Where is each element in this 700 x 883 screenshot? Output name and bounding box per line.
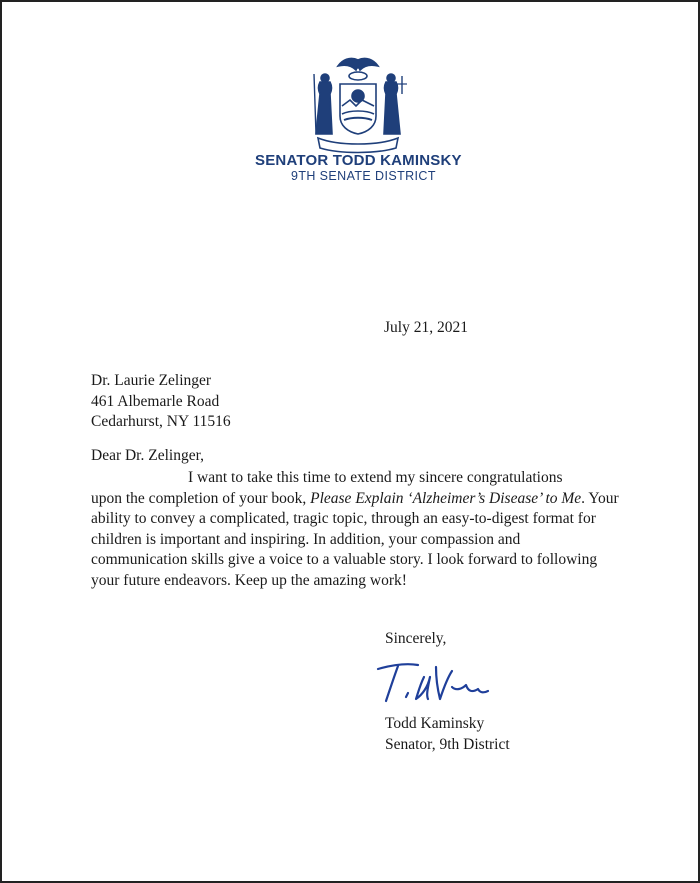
body-text: . Your [581,489,619,507]
sender-name: SENATOR TODD KAMINSKY [255,152,462,169]
handwritten-signature [372,657,492,707]
letter-body [91,468,619,591]
closing: Sincerely, [385,630,447,647]
ny-state-seal-icon [298,54,418,154]
signer-block [385,714,510,755]
signer-name: Todd Kaminsky [385,715,485,732]
recipient-address [91,371,231,433]
recipient-name: Dr. Laurie Zelinger [91,372,212,389]
sender-district: 9TH SENATE DISTRICT [291,169,436,183]
signer-title: Senator, 9th District [385,735,510,753]
body-line: your future endeavors. Keep up the amazing work! [91,571,407,589]
body-line [91,489,619,510]
greeting: Dear Dr. Zelinger, [91,447,204,464]
body-line: children is important and inspiring. In addition, your compassion and [91,530,521,548]
letter-date: July 21, 2021 [384,319,468,336]
body-text: upon the completion of your book, [91,489,311,507]
recipient-city: Cedarhurst, NY 11516 [91,413,231,430]
body-line: I want to take this time to extend my sincere congratulations [188,469,563,486]
book-title: Please Explain ‘Alzheimer’s Disease’ to Me [310,489,582,507]
body-line: communication skills give a voice to a valuable story. I look forward to following [91,551,598,568]
body-line: ability to convey a complicated, tragic topic, through an easy-to-digest format for [91,510,596,527]
recipient-street: 461 Albemarle Road [91,392,220,410]
